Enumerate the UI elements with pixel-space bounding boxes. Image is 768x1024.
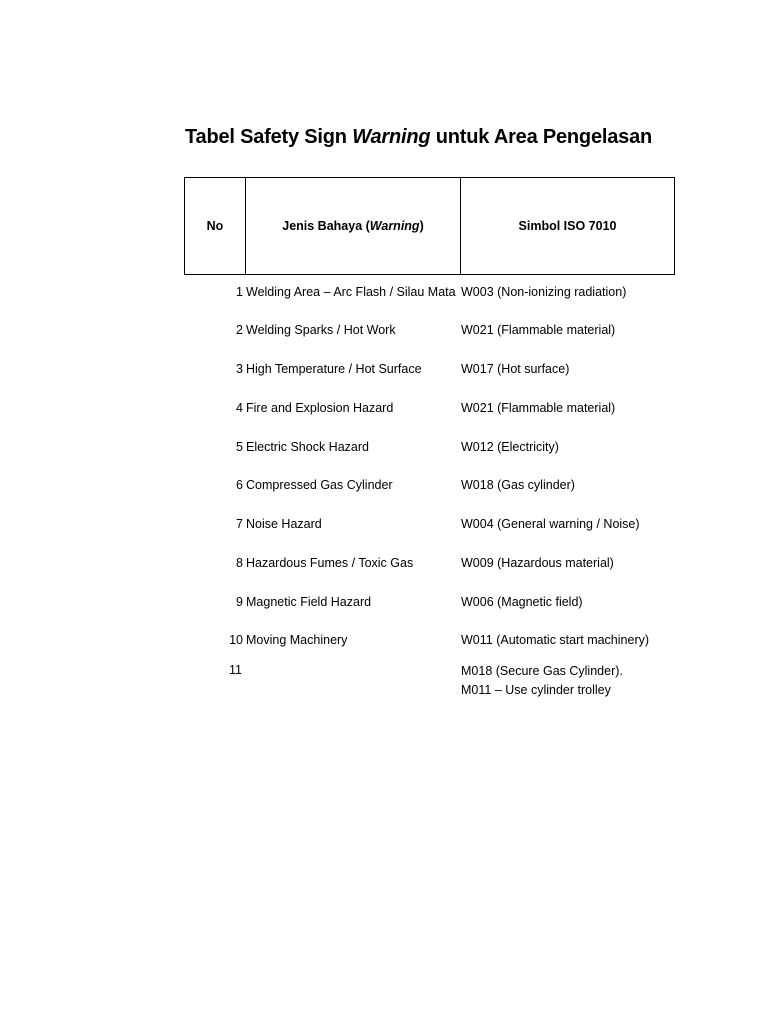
row-iso-symbol [461,360,569,379]
row-number: 10 [229,633,243,647]
row-hazard-type: Noise Hazard [246,517,322,531]
row-hazard-type: Magnetic Field Hazard [246,595,372,609]
row-number: 11 [229,663,242,677]
iso-symbol-line: M011 – Use cylinder trolley [461,683,611,697]
page-title [185,126,652,149]
row-iso-symbol [461,515,640,534]
header-simbol-iso [461,178,674,274]
row-iso-symbol [461,631,649,650]
row-number: 3 [236,362,243,376]
iso-symbol-line: W006 (Magnetic field) [461,595,583,609]
row-iso-symbol [461,554,614,573]
title-emphasis: Warning [352,126,431,148]
iso-symbol-line: M018 (Secure Gas Cylinder). [461,664,623,678]
row-number: 1 [236,285,243,299]
iso-symbol-line: W011 (Automatic start machinery) [461,633,650,647]
row-hazard-type: Fire and Explosion Hazard [246,401,394,415]
row-iso-symbol [461,438,559,457]
title-suffix: untuk Area Pengelasan [430,126,653,148]
iso-symbol-line: W004 (General warning / Noise) [461,517,640,531]
row-iso-symbol [461,476,575,495]
row-iso-symbol [461,283,626,302]
header-jenis-emphasis: Warning [369,219,420,233]
table-header [184,177,675,275]
iso-symbol-line: W012 (Electricity) [461,440,559,454]
header-jenis-bahaya [246,178,461,274]
row-hazard-type: Compressed Gas Cylinder [246,478,393,492]
iso-symbol-line: W017 (Hot surface) [461,362,570,376]
header-no-label: No [206,219,224,233]
row-number: 5 [236,440,243,454]
row-hazard-type: Welding Sparks / Hot Work [246,323,396,337]
row-number: 9 [236,595,243,609]
row-iso-symbol [461,321,615,340]
row-hazard-type: Electric Shock Hazard [246,440,369,454]
row-hazard-type: Moving Machinery [246,633,348,647]
row-number: 8 [236,556,243,570]
iso-symbol-line: W021 (Flammable material) [461,323,616,337]
row-iso-symbol [461,399,615,418]
header-jenis-suffix: ) [419,219,424,233]
row-hazard-type: Welding Area – Arc Flash / Silau Mata [246,285,456,299]
row-iso-symbol [461,662,623,700]
title-prefix: Tabel Safety Sign [185,126,353,148]
iso-symbol-line: W018 (Gas cylinder) [461,478,575,492]
row-iso-symbol [461,593,583,612]
header-jenis-prefix: Jenis Bahaya ( [282,219,370,233]
iso-symbol-line: W021 (Flammable material) [461,401,616,415]
iso-symbol-line: W003 (Non-ionizing radiation) [461,285,627,299]
header-no [185,178,246,274]
iso-symbol-line: W009 (Hazardous material) [461,556,614,570]
row-hazard-type: High Temperature / Hot Surface [246,362,422,376]
row-hazard-type: Hazardous Fumes / Toxic Gas [246,556,414,570]
row-number: 4 [236,401,243,415]
row-number: 6 [236,478,243,492]
row-number: 7 [236,517,243,531]
header-simbol-label: Simbol ISO 7010 [518,219,617,233]
row-number: 2 [236,323,243,337]
